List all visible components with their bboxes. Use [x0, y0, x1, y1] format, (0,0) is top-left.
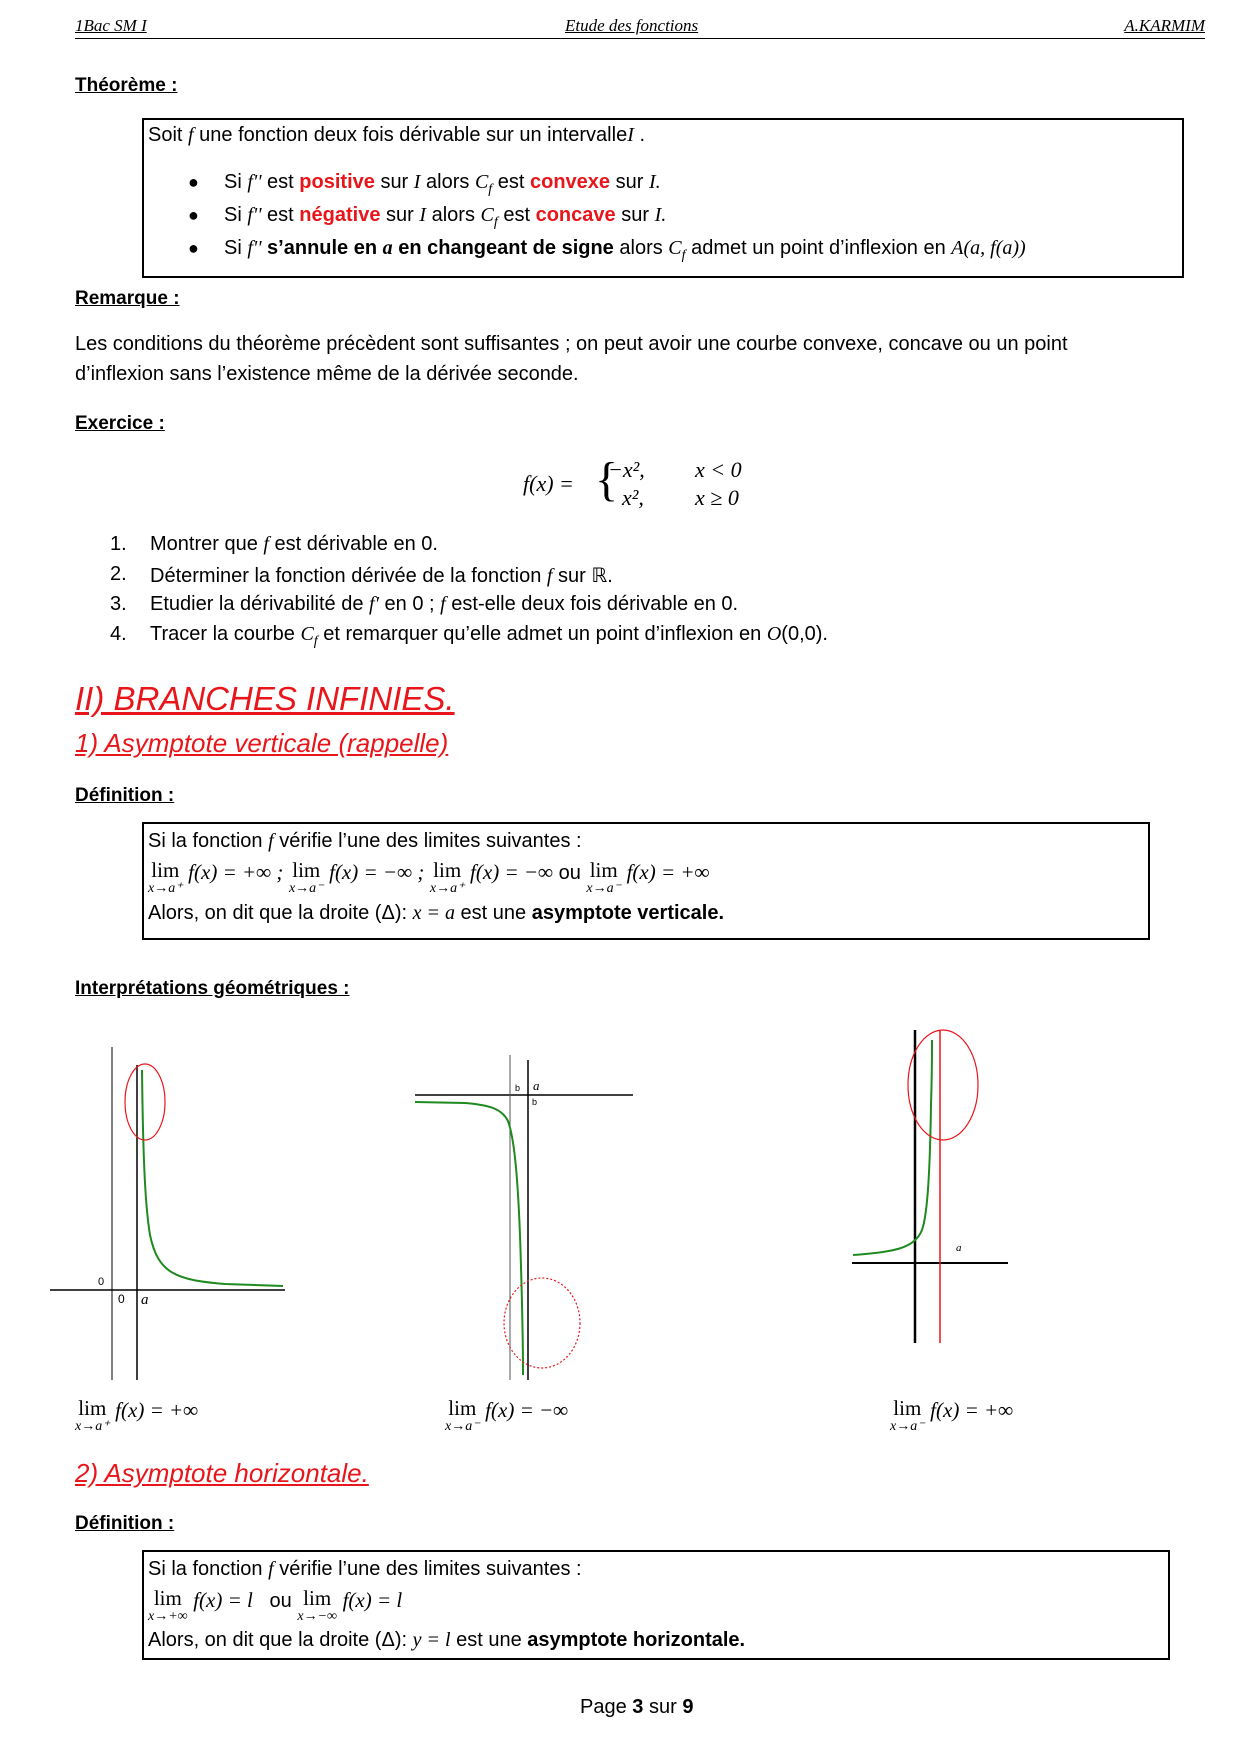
theorem-title: Théorème :: [75, 75, 178, 96]
remarque-line-1: Les conditions du théorème précèdent sont suffisantes ; on peut avoir une courbe convexe, concave ou un point: [75, 333, 1068, 355]
definition-title-2: Définition :: [75, 1513, 175, 1534]
subsection-horizontal: 2) Asymptote horizontale.: [75, 1458, 369, 1488]
graph-2-label-a: a: [533, 1078, 540, 1093]
exercice-item-2: Déterminer la fonction dérivée de la fonction f sur ℝ.: [150, 565, 613, 587]
caption-1: lim x→a⁺ f(x) = +∞: [75, 1396, 199, 1434]
theorem-intro: Soit f une fonction deux fois dérivable sur un intervalleI .: [148, 124, 645, 146]
def1-limits: lim x→a⁺ f(x) = +∞ ; lim x→a⁻ f(x) = −∞ ; lim x→a⁺ f(x) = −∞ ou lim x→a⁻ f(x) = +∞: [148, 858, 710, 896]
exercice-item-1: Montrer que f est dérivable en 0.: [150, 533, 438, 555]
def2-line-3: Alors, on dit que la droite (Δ): y = l est une asymptote horizontale.: [148, 1629, 746, 1651]
graph-1: [50, 1035, 290, 1385]
subsection-vertical: 1) Asymptote verticale (rappelle): [75, 728, 449, 758]
bullet-3: ●: [188, 238, 199, 258]
item-1-num: 1.: [110, 533, 127, 555]
graph-2-label-b1: b: [515, 1083, 521, 1093]
remarque-line-2: d’inflexion sans l’existence même de la dérivée seconde.: [75, 363, 579, 385]
case-1: −x²,: [608, 457, 645, 482]
graph-2-circle: [504, 1278, 580, 1368]
graph-1-curve: [142, 1070, 283, 1286]
caption-3: lim x→a⁻ f(x) = +∞: [890, 1396, 1014, 1434]
def1-line-3: Alors, on dit que la droite (Δ): x = a est une asymptote verticale.: [148, 902, 725, 924]
graph-3-label-a: a: [956, 1242, 962, 1254]
exercice-fx: f(x) =: [523, 471, 574, 496]
definition-title-1: Définition :: [75, 785, 175, 806]
header-class: 1Bac SM I: [75, 16, 147, 35]
item-4-num: 4.: [110, 623, 127, 645]
graph-1-zero-b: 0: [118, 1292, 125, 1306]
header-author: A.KARMIM: [1124, 16, 1205, 35]
graph-1-circle: [125, 1064, 165, 1140]
graph-2-label-b2: b: [532, 1097, 538, 1107]
bullet-2: ●: [188, 205, 199, 225]
item-2-num: 2.: [110, 563, 127, 585]
graph-1-label-a: a: [141, 1292, 149, 1308]
graph-2-curve: [415, 1102, 523, 1375]
graph-1-zero-a: 0: [98, 1276, 105, 1288]
theorem-bullet-3: Si f'' s’annule en a en changeant de signe alors $C_f$ admet un point d’inflexion en A(a, f(a)): [224, 237, 1026, 263]
def2-limits: lim x→+∞ f(x) = l ou lim x→−∞ f(x) = l: [148, 1586, 403, 1624]
page-footer: Page 3 sur 9: [580, 1696, 694, 1718]
graph-2: [415, 1045, 635, 1385]
bullet-1: ●: [188, 172, 199, 192]
graph-3: [850, 1025, 1010, 1345]
interpretations-title: Interprétations géométriques :: [75, 978, 350, 999]
cond-1: x < 0: [695, 457, 742, 482]
theorem-bullet-2: Si f'' est négative sur I alors $C_f$ est concave sur I.: [224, 204, 667, 230]
def2-line-1: Si la fonction f vérifie l’une des limites suivantes :: [148, 1558, 582, 1580]
section-title: II) BRANCHES INFINIES.: [75, 680, 455, 717]
brace: {: [595, 453, 619, 506]
graph-3-circle: [908, 1030, 978, 1140]
theorem-bullet-1: Si f'' est positive sur I alors $C_f$ est convexe sur I.: [224, 171, 661, 197]
remarque-title: Remarque :: [75, 288, 180, 309]
exercice-item-4: Tracer la courbe $C_f$ et remarquer qu’elle admet un point d’inflexion en O(0,0).: [150, 623, 828, 649]
page-header: [75, 16, 1205, 39]
case-2: x²,: [622, 485, 644, 510]
item-3-num: 3.: [110, 593, 127, 615]
cond-2: x ≥ 0: [695, 485, 739, 510]
exercice-item-3: Etudier la dérivabilité de f′ en 0 ; f est-elle deux fois dérivable en 0.: [150, 593, 739, 615]
graph-3-curve: [853, 1040, 932, 1255]
header-title: Etude des fonctions: [565, 16, 699, 35]
caption-2: lim x→a⁻ f(x) = −∞: [445, 1396, 569, 1434]
exercice-title: Exercice :: [75, 413, 165, 434]
def1-line-1: Si la fonction f vérifie l’une des limites suivantes :: [148, 830, 582, 852]
